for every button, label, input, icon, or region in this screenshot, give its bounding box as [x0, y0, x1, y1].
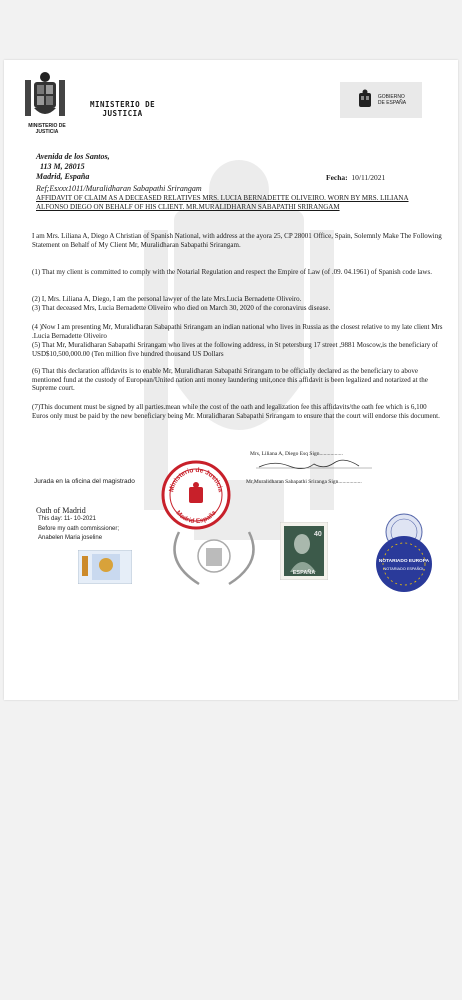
oath-before: Before my oath commissioner;	[38, 526, 120, 532]
paragraph-4: (4 )Now I am presenting Mr, Muralidharan Sabapathi Srirangam an indian national who lives in Russia as the closest relative to my late client Mrs .Lucia Bernadette Oliveiro	[32, 323, 443, 340]
address-line-1: Avenida de los Santos,	[36, 152, 110, 161]
gobierno-logo	[340, 82, 422, 118]
paragraph-7: (7)This document must be signed by all parties.mean while the cost of the oath and legalization fee this affidavits/the oath fee which is 6,100 Euros only must be paid by the new beneficiary being Mr. Muralidharan Sabapathi Srirangam to ensure that the court will endorse this document.	[32, 403, 440, 420]
ministry-crest-icon	[22, 70, 68, 122]
jurada-caption: Jurada en la oficina del magistrado	[34, 478, 135, 485]
document-page	[4, 60, 458, 700]
paragraph-6: (6) That this declaration affidavits is to enable Mr, Muralidharan Sabapathi Srirangam to be officially declared as the beneficiary to above mentioned fund at the custody of European/United nation anti money laundering unit,once this affidavit is been legalized and notarized at the Supreme court.	[32, 367, 428, 393]
paragraph-intro: I am Mrs. Liliana A, Diego A Christian of Spanish National, with address at the ayora 25, CP 28001 Office, Spain, Solemnly Make The Following Statement on Behalf of My Client Mr, Muralidharan Sabapathi Srirangam.	[32, 232, 442, 249]
paragraph-5: (5) That Mr, Muralidharan Sabapathi Srirangam who lives at the following address, in St petersburg 17 street ,9881 Moscow,is the beneficiary of USD$10,500,000.00 (Ten million five hundred thousand US Dollars	[32, 341, 438, 358]
lawyer-signature-line: Mrs, Liliana A, Diego Esq Sign.................	[250, 451, 343, 457]
address-line-2: 113 M, 28015	[40, 162, 85, 171]
date-field	[326, 173, 385, 182]
stamp-country: ESPAÑA	[292, 570, 316, 576]
laurel-wreath-emblem	[159, 522, 269, 588]
client-signature-line: Mr,Muralidharan Sabapathi Sriranga Sign.................	[246, 479, 362, 485]
paragraph-1: (1) That my client is committed to comply with the Notarial Regulation and respect the Empire of Law (of .09. 04.1961) of Spanish code laws.	[32, 268, 432, 276]
eu-seal-text: NOTARIADO EUROPA	[378, 559, 430, 564]
reference-line: Ref;Esxxx1011/Muralidharan Sabapathi Srirangam	[36, 184, 202, 193]
espana-postage-stamp	[280, 522, 328, 580]
gobierno-text: GOBIERNO DE ESPAÑA	[377, 94, 407, 106]
address-block	[36, 152, 110, 182]
affidavit-heading: AFFIDAVIT OF CLAIM AS A DECEASED RELATIVES MRS. LUCIA BERNADETTE OLIVEIRO. WORN BY MRS. LILIANA ALFONSO DIEGO ON BEHALF OF HIS CLIENT. MR.MURALIDHARAN SABAPATHI SRIRANGAM	[36, 194, 409, 211]
spain-crest-icon	[356, 89, 374, 111]
oath-day: This day: 11- 10-2021	[38, 516, 96, 522]
ministry-title: MINISTERIO DE JUSTICIA	[90, 100, 156, 118]
oath-commissioner-name: Anabelen Maria joseline	[38, 535, 103, 541]
oath-title: Oath of Madrid	[36, 506, 86, 515]
eu-seal-small-text: NOTARIADO ESPAÑOL	[383, 567, 425, 571]
small-postage-stamp	[78, 550, 132, 584]
date-label: Fecha:	[326, 173, 348, 182]
red-seal-top-text: Ministerio de Justicia	[168, 466, 224, 493]
address-line-3: Madrid, España	[36, 172, 90, 181]
paragraph-3: (3) That deceased Mrs, Lucia Bernadette Oliveiro who died on March 30, 2020 of the coronavirus disease.	[32, 304, 331, 312]
coat-of-arms-watermark	[114, 150, 364, 570]
red-seal-bottom-text: Madrid-España	[174, 509, 218, 526]
date-value: 10/11/2021	[351, 173, 386, 182]
eu-notariado-seal	[366, 512, 442, 594]
stamp-value: 40	[314, 531, 322, 538]
paragraph-2: (2) I, Mrs. Liliana A, Diego, I am the personal lawyer of the late Mrs.Lucia Bernadette Oliveiro.	[32, 295, 302, 303]
handwritten-signature	[254, 458, 374, 472]
ministry-small-caption: MINISTERIO DE JUSTICIA	[28, 123, 66, 135]
ministerio-red-seal	[161, 460, 231, 530]
